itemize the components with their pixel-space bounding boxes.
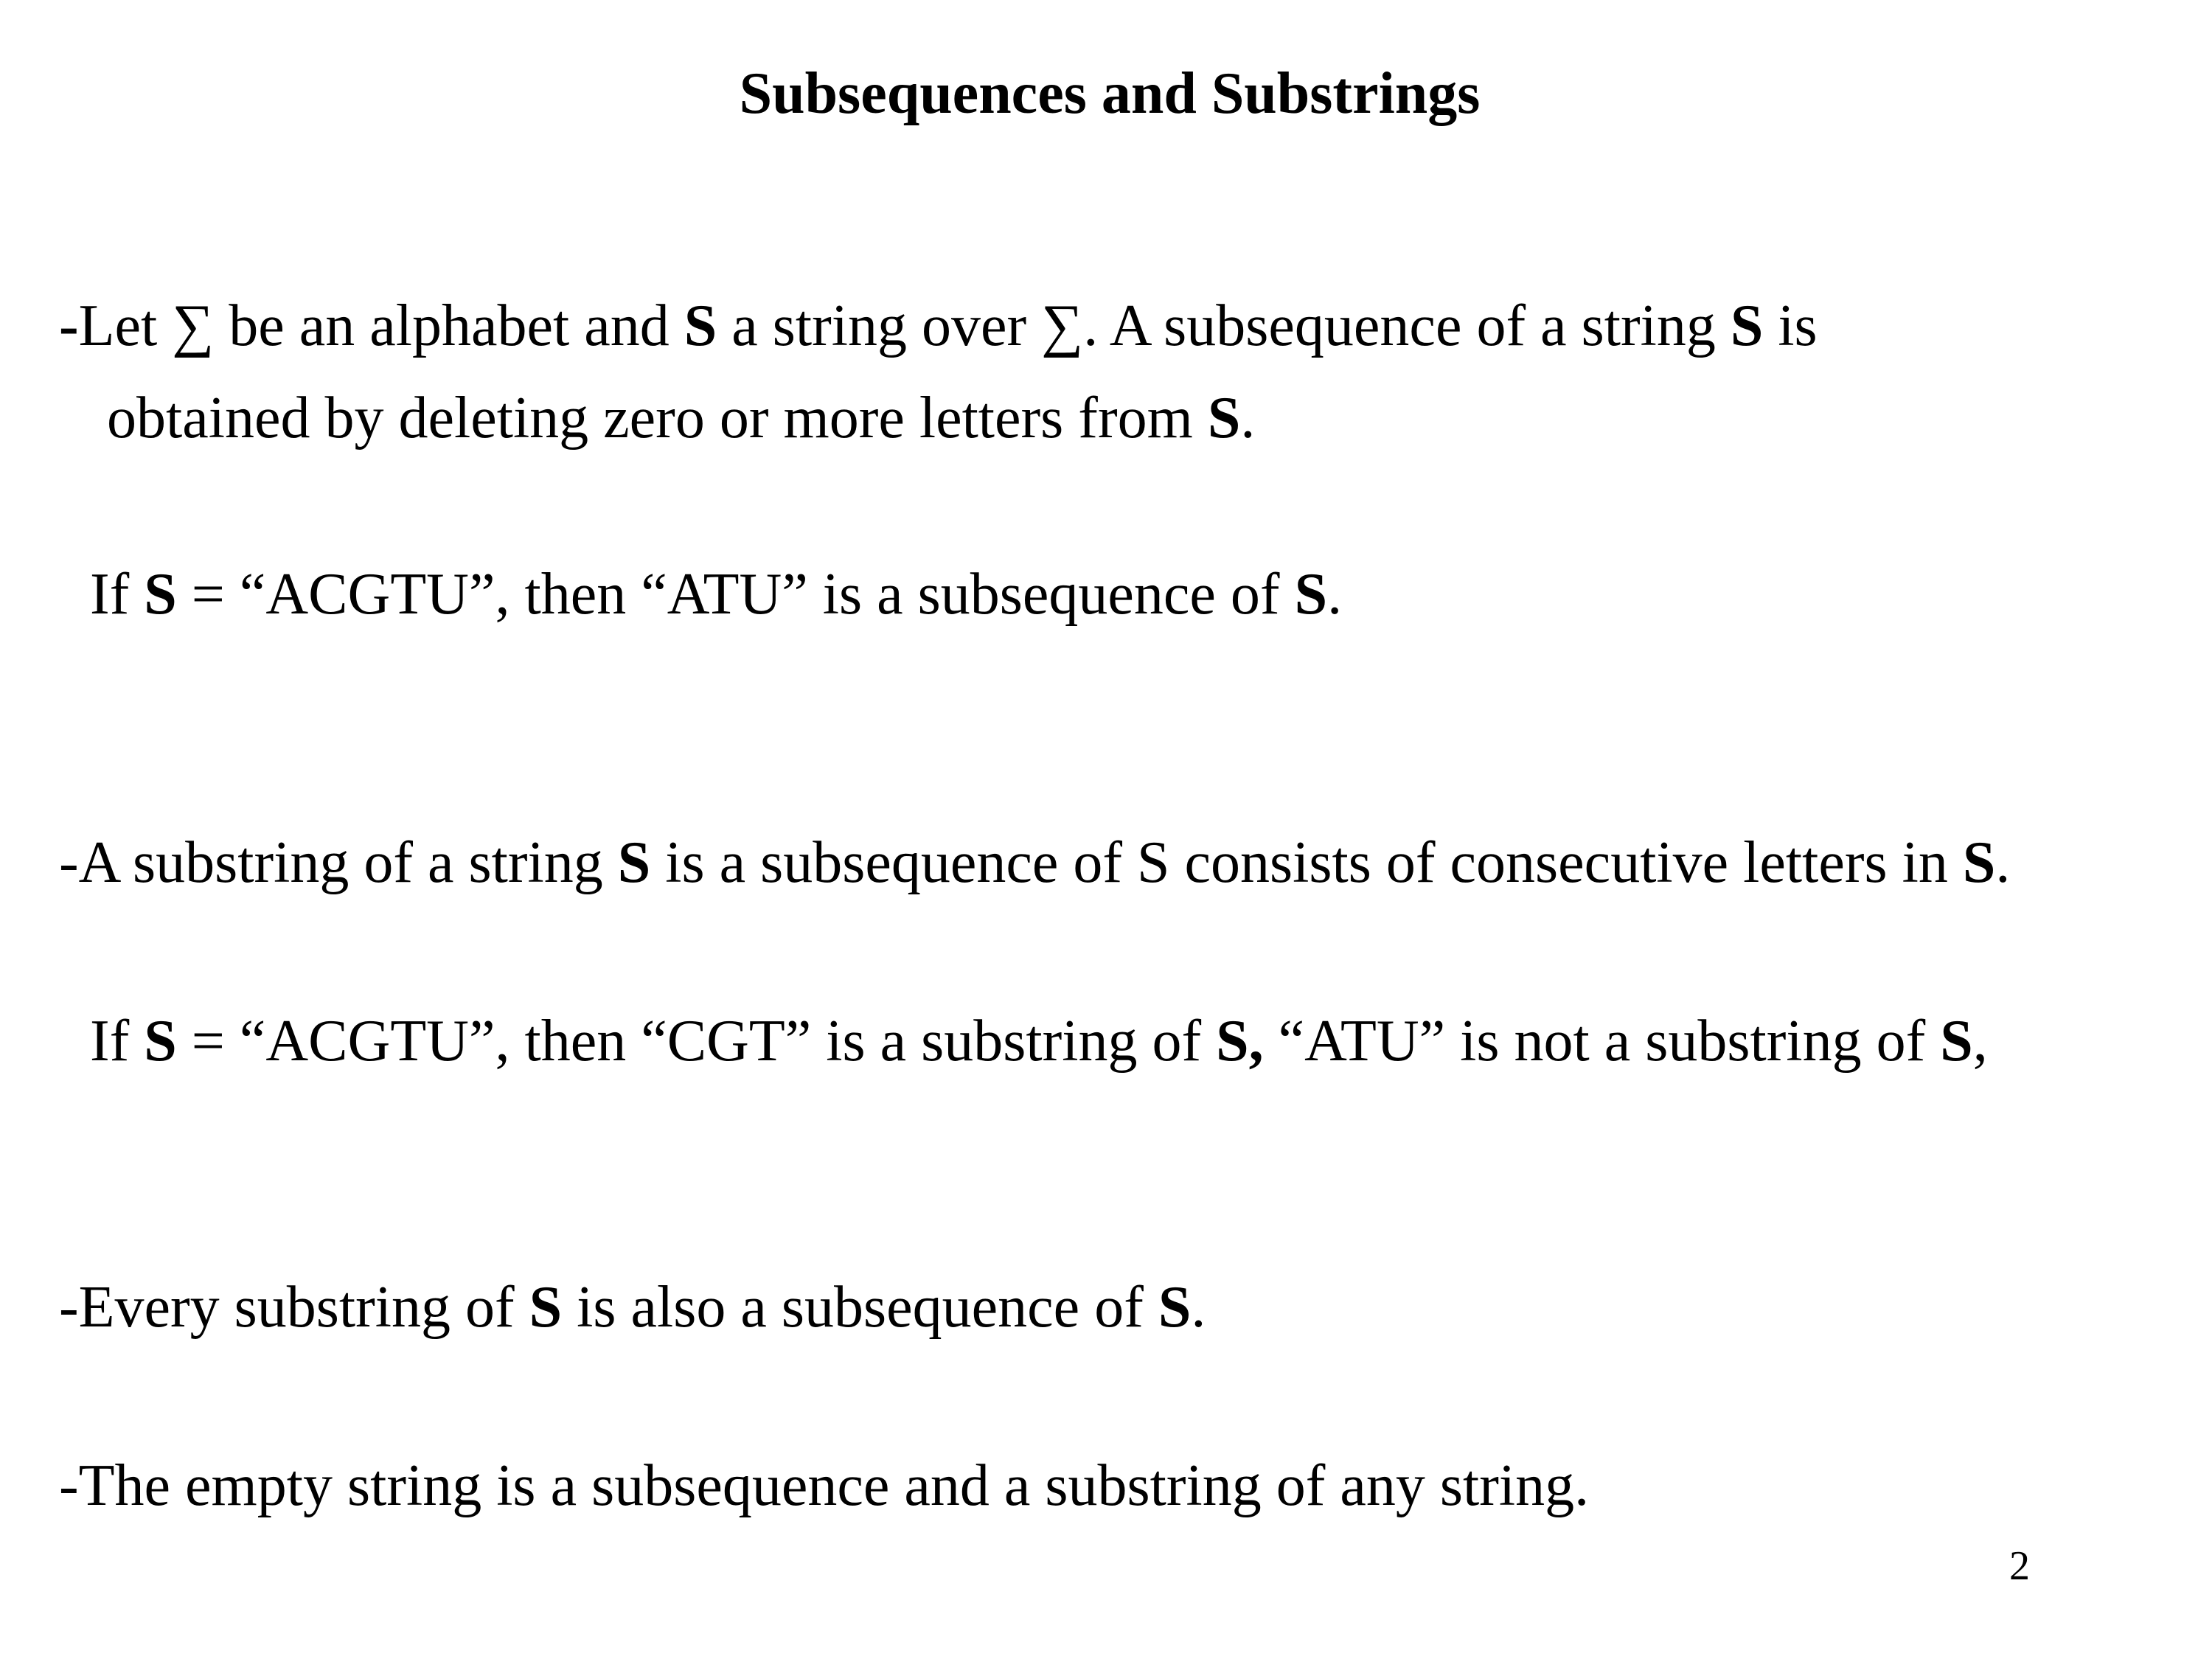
string-s: S [1207,386,1241,451]
sigma-symbol: ∑ [1041,293,1084,358]
empty-string-statement: -The empty string is a subsequence and a substring of any string. [59,1453,1590,1518]
subsequence-definition-line-1: -Let ∑ be an alphabet and S a string over ∑. A subsequence of a string S is [59,293,1818,358]
string-s: S [144,562,177,627]
string-s-comma: S, [1216,1009,1264,1074]
string-s: S [1730,293,1764,358]
string-s: S [617,830,651,895]
sigma-symbol: ∑ [172,293,215,358]
substring-example: If S = “ACGTU”, then “CGT” is a substring of S, “ATU” is not a substring of S, [90,1009,1988,1074]
substring-is-subsequence: -Every substring of S is also a subsequence of S. [59,1275,1206,1340]
string-s: S [684,293,717,358]
string-s: S [144,1009,177,1074]
slide-title: Subsequences and Substrings [739,61,1481,126]
string-s: S [1294,562,1328,627]
subsequence-example: If S = “ACGTU”, then “ATU” is a subsequence of S. [90,562,1343,627]
page-number: 2 [2009,1543,2030,1589]
string-s: S [1962,830,1996,895]
string-s: S [529,1275,563,1340]
bullet-dash: - [59,293,79,358]
subsequence-definition-line-2: obtained by deleting zero or more letters from S. [107,386,1256,451]
substring-definition: -A substring of a string S is a subsequence of S consists of consecutive letters in S. [59,830,2011,895]
string-s: S [1940,1009,1973,1074]
string-s: S [1158,1275,1192,1340]
